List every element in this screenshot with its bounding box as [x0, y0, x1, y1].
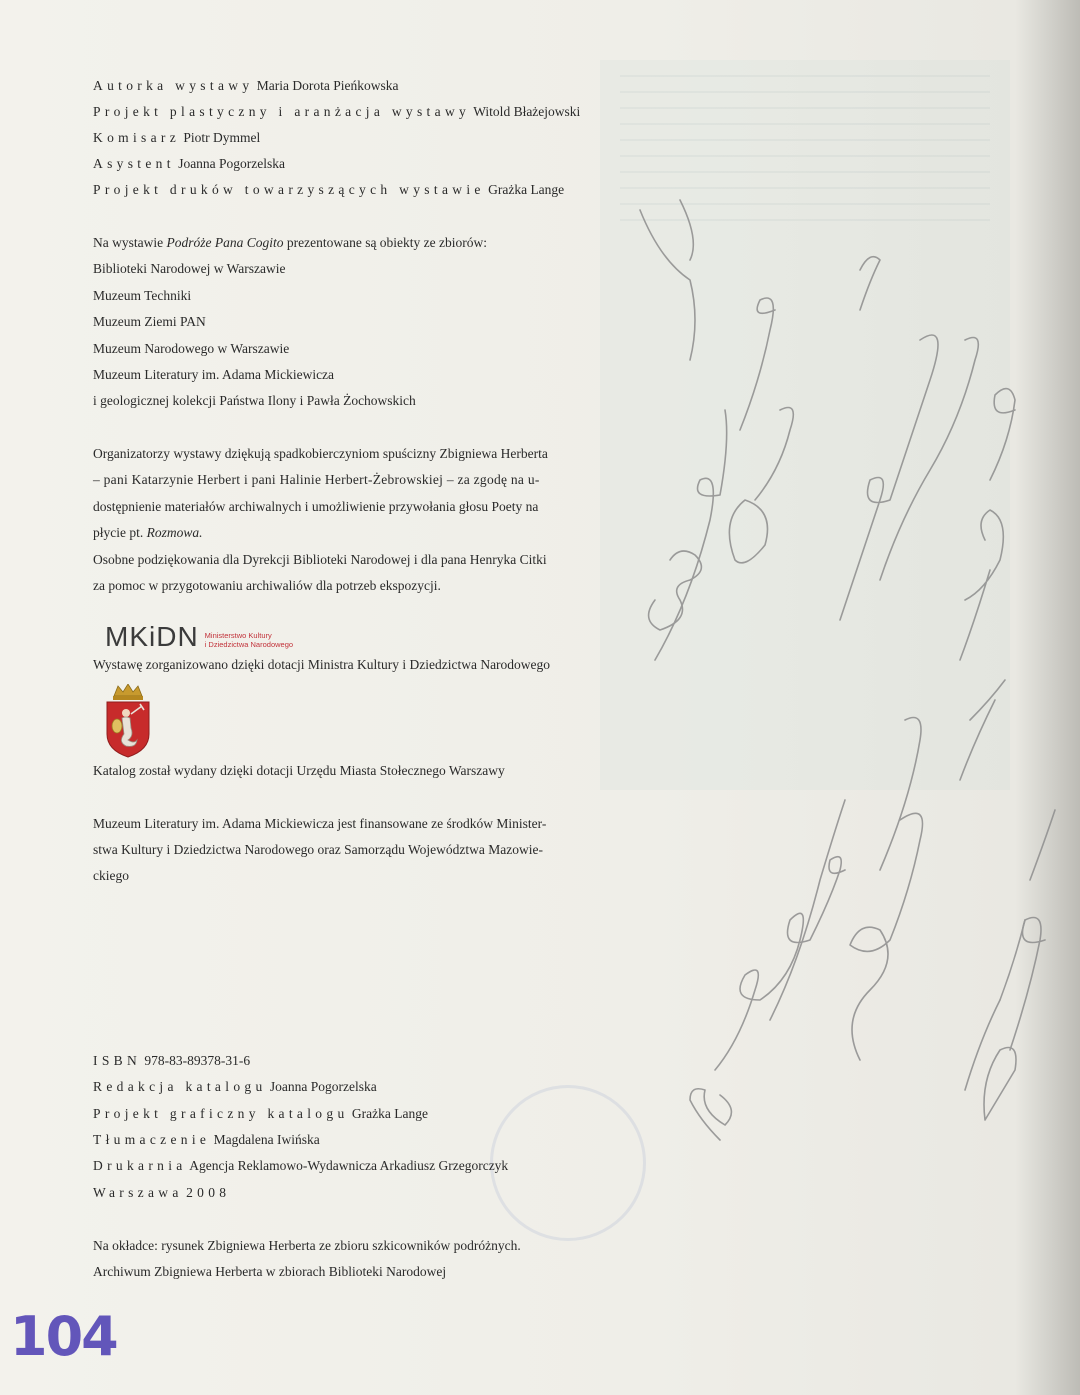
cover-note-line: Archiwum Zbigniewa Herberta w zbiorach Biblioteki Narodowej	[93, 1264, 447, 1279]
thanks-line: płycie pt. Rozmowa.	[93, 525, 203, 540]
funding-line: ckiego	[93, 868, 129, 883]
mkidn-logo-subtitle: Ministerstwo Kultury i Dziedzictwa Narodowego	[204, 631, 294, 649]
credit-line: Projekt plastyczny i aranżacja wystawy Witold Błażejowski	[93, 104, 581, 119]
show-through-text	[620, 75, 990, 235]
collection-item: Muzeum Narodowego w Warszawie	[93, 341, 290, 356]
collection-item: Muzeum Literatury im. Adama Mickiewicza	[93, 367, 335, 382]
collection-item: i geologicznej kolekcji Państwa Ilony i Pawła Żochowskich	[93, 393, 416, 408]
imprint-line: Drukarnia Agencja Reklamowo-Wydawnicza Arkadiusz Grzegorczyk	[93, 1158, 509, 1173]
warsaw-coat-of-arms-icon	[104, 684, 152, 758]
imprint-line: Redakcja katalogu Joanna Pogorzelska	[93, 1079, 377, 1094]
credit-line: Asystent Joanna Pogorzelska	[93, 156, 286, 171]
mkidn-logo-text: MKiDN	[105, 621, 199, 652]
credit-line: Komisarz Piotr Dymmel	[93, 130, 261, 145]
thanks-line: Organizatorzy wystawy dziękują spadkobierczyniom spuścizny Zbigniewa Herberta	[93, 446, 548, 461]
credit-line: Projekt druków towarzyszących wystawie Grażka Lange	[93, 182, 565, 197]
imprint-line: Tłumaczenie Magdalena Iwińska	[93, 1132, 320, 1147]
warsaw-caption: Katalog został wydany dzięki dotacji Urzędu Miasta Stołecznego Warszawy	[93, 763, 505, 778]
collection-item: Biblioteki Narodowej w Warszawie	[93, 261, 286, 276]
page-number-stamp: 104	[10, 1305, 117, 1368]
thanks-line: – pani Katarzynie Herbert i pani Halinie Herbert-Żebrowskiej – za zgodę na u-	[93, 472, 540, 487]
imprint-line: Projekt graficzny katalogu Grażka Lange	[93, 1106, 428, 1121]
thanks-line: dostępnienie materiałów archiwalnych i umożliwienie przywołania głosu Poety na	[93, 499, 539, 514]
thanks-line: za pomoc w przygotowaniu archiwaliów dla potrzeb ekspozycji.	[93, 578, 441, 593]
collections-intro: Na wystawie Podróże Pana Cogito prezentowane są obiekty ze zbiorów:	[93, 235, 488, 250]
mkidn-caption: Wystawę zorganizowano dzięki dotacji Ministra Kultury i Dziedzictwa Narodowego	[93, 657, 551, 672]
imprint-line: Warszawa 2008	[93, 1185, 231, 1200]
collection-item: Muzeum Ziemi PAN	[93, 314, 206, 329]
thanks-line: Osobne podziękowania dla Dyrekcji Biblioteki Narodowej i dla pana Henryka Citki	[93, 552, 547, 567]
show-through-stamp	[490, 1085, 646, 1241]
funding-line: Muzeum Literatury im. Adama Mickiewicza jest finansowane ze środków Minister-	[93, 816, 547, 831]
imprint-line: ISBN 978-83-89378-31-6	[93, 1053, 251, 1068]
credit-line: Autorka wystawy Maria Dorota Pieńkowska	[93, 78, 399, 93]
funding-line: stwa Kultury i Dziedzictwa Narodowego oraz Samorządu Województwa Mazowie-	[93, 842, 544, 857]
mkidn-logo	[105, 622, 293, 652]
collection-item: Muzeum Techniki	[93, 288, 192, 303]
cover-note-line: Na okładce: rysunek Zbigniewa Herberta ze zbioru szkicowników podróżnych.	[93, 1238, 521, 1253]
